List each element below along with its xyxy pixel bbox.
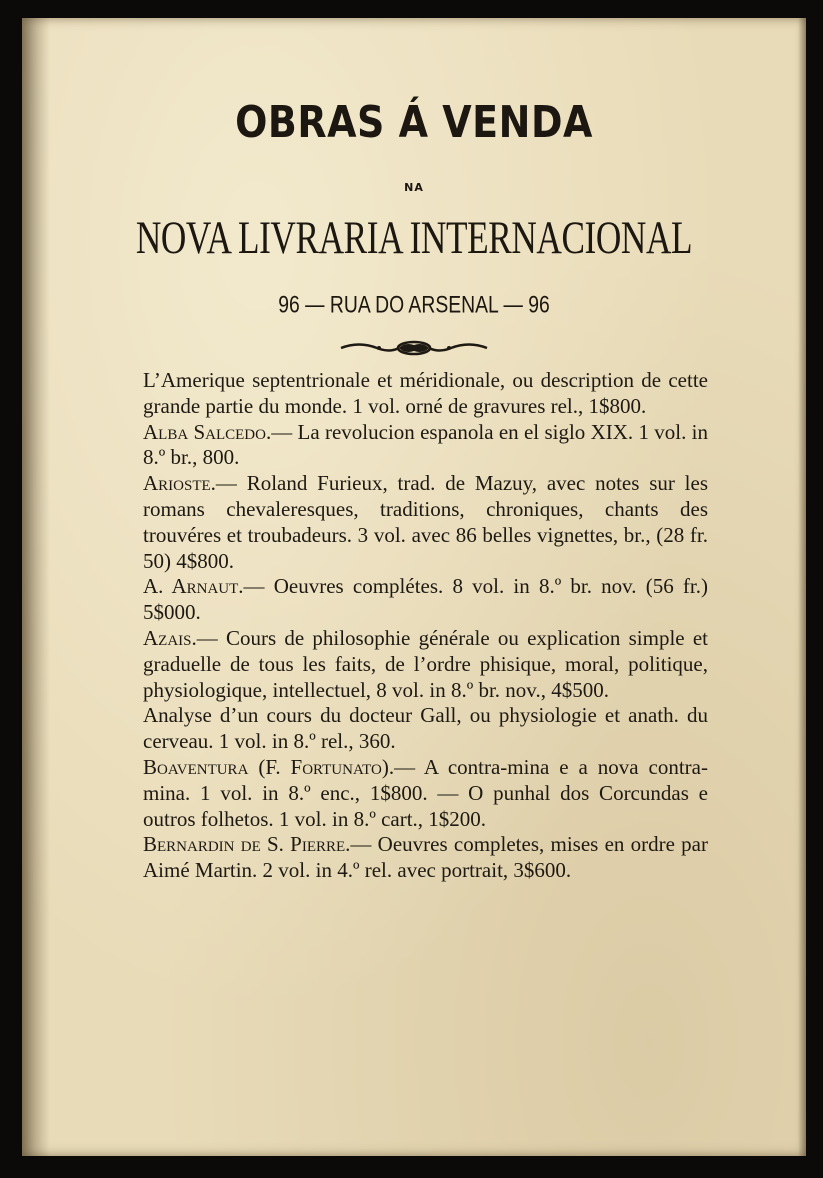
entry-text: Analyse d’un cours du docteur Gall, ou physiologie et anath. du cerveau. 1 vol. in 8.º rel., 360. — [143, 703, 708, 754]
catalog-entry: L’Amerique septentrionale et méridionale, ou description de cette grande partie du monde. 1 vol. orné de gravures rel., 1$800. — [143, 368, 708, 418]
entry-author: A. Arnaut. — [143, 574, 244, 599]
catalog-entry — [123, 471, 708, 574]
entry-text: — Cours de philosophie générale ou explication simple et graduelle de tous les faits, de l’ordre phisique, moral, politique, physiologique, intellectuel, 8 vol. in 8.º br. nov., 4$500. — [143, 625, 708, 702]
entry-author: Bernardin de S. Pierre. — [143, 832, 351, 857]
title-preposition: NA — [404, 181, 424, 194]
entry-author: Alba Salcedo. — [143, 419, 272, 444]
page-title: OBRAS Á VENDA — [235, 96, 593, 148]
entry-text: — Oeuvres complétes. 8 vol. in 8.º br. nov. (56 fr.) 5$000. — [143, 574, 708, 625]
entry-author: Boaventura (F. Fortunato). — [143, 754, 395, 779]
catalog-entry — [123, 626, 708, 703]
entry-author: Arioste. — [143, 471, 216, 496]
entry-text: — Roland Furieux, trad. de Mazuy, avec notes sur les romans chevaleresques, traditions, chroniques, chants des trouvéres et troubadeurs. 3 vol. avec 86 belles vignettes, br., (28 fr. 50) 4$800. — [143, 471, 708, 573]
catalog-list — [123, 368, 708, 884]
catalog-entry — [123, 755, 708, 832]
catalog-entry — [123, 703, 708, 755]
store-name: NOVA LIVRARIA INTERNACIONAL — [135, 213, 693, 264]
catalog-entry — [123, 574, 708, 626]
entry-author: Azais. — [143, 625, 197, 650]
entry-text: — A contra-mina e a nova contra-mina. 1 vol. in 8.º enc., 1$800. — O punhal dos Corcundas e outros folhetos. 1 vol. in 8.º cart., 1$200. — [143, 754, 708, 831]
catalog-entry — [123, 420, 708, 472]
catalog-entry — [123, 832, 708, 884]
store-address: 96 — RUA DO ARSENAL — 96 — [278, 290, 550, 319]
entry-text: — La revolucion espanola en el siglo XIX. 1 vol. in 8.º br., 800. — [143, 419, 708, 470]
entry-text: — Oeuvres completes, mises en ordre par Aimé Martin. 2 vol. in 4.º rel. avec portrait, 3$600. — [143, 832, 708, 883]
ornament-icon — [22, 339, 806, 362]
